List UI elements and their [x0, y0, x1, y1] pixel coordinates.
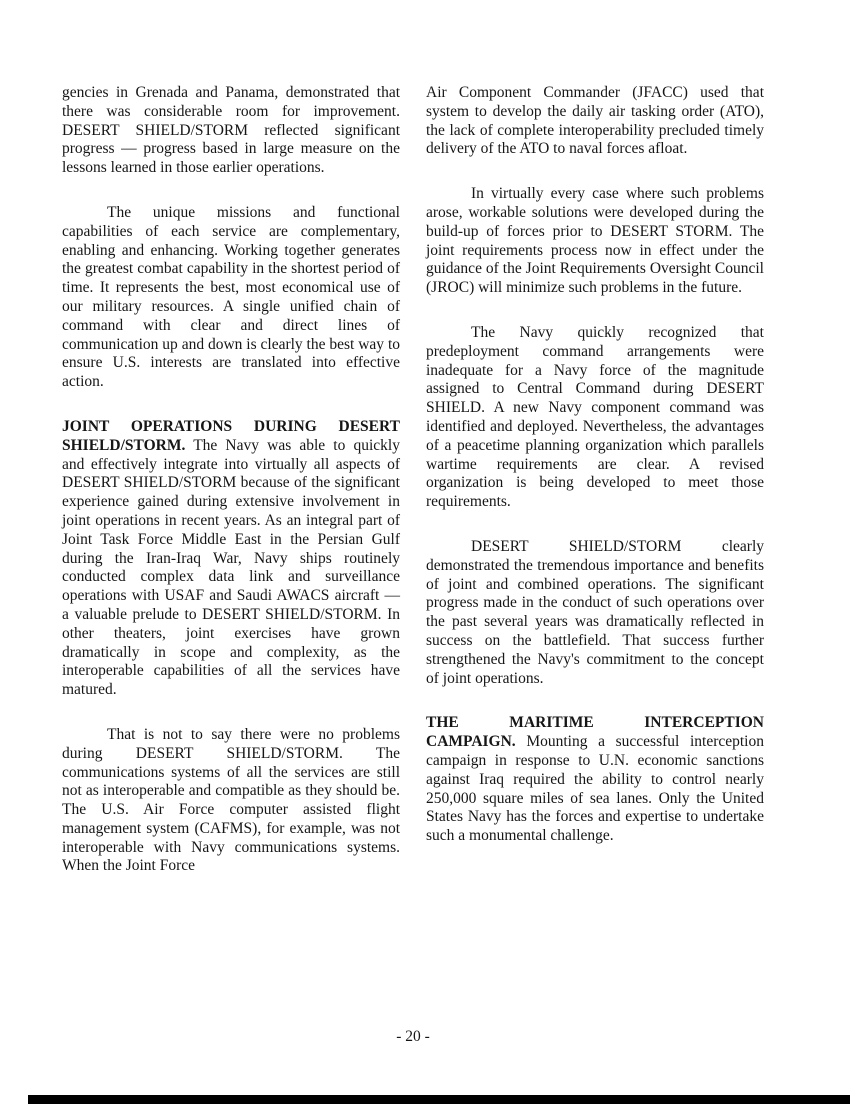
paragraph-continuation — [62, 84, 400, 178]
paragraph-text: The Navy was able to quickly and effectively integrate into virtually all aspects of DESERT SHIELD/STORM because of the significant experience gained during extensive involvement in joint operations in recent years. As an integral part of Joint Task Force Middle East in the Persian Gulf during the Iran-Iraq War, Navy ships routinely conducted complex data link and surveillance operations with USAF and Saudi AWACS aircraft — a valuable prelude to DESERT SHIELD/STORM. In other theaters, joint exercises have grown dramatically in scope and complexity, as the interoperable capabilities of all the services have matured. — [62, 436, 400, 699]
section-heading-joint-operations: JOINT OPERATIONS DURING DESERT SHIELD/STORM. — [62, 417, 400, 454]
paragraph — [426, 538, 764, 688]
bottom-rule — [28, 1095, 850, 1104]
paragraph-text: The unique missions and functional capabilities of each service are complementary, enabling and enhancing. Working together generates the greatest combat capability in the shortest period of time. It represents the best, most economical use of our military resources. A single unified chain of command with clear and direct lines of communication up and down is clearly the best way to ensure U.S. interests are translated into effective action. — [62, 203, 400, 391]
paragraph-text: The Navy quickly recognized that predeployment command arrangements were inadequate for a Navy force of the magnitude assigned to Central Command during DESERT SHIELD. A new Navy component command was identified and deployed. Nevertheless, the advantages of a peacetime planning organization which parallels wartime requirements are clear. A revised organization is being developed to meet those requirements. — [426, 323, 764, 511]
paragraph — [62, 204, 400, 392]
paragraph-text: gencies in Grenada and Panama, demonstrated that there was considerable room for improvement. DESERT SHIELD/STORM reflected significant progress — progress based in large measure on the lessons learned in those earlier operations. — [62, 84, 400, 177]
paragraph-with-heading — [426, 714, 764, 846]
section-heading-maritime-interception: THE MARITIME INTERCEPTION CAMPAIGN. — [426, 714, 764, 751]
paragraph-continuation — [426, 84, 764, 159]
paragraph — [426, 324, 764, 512]
paragraph — [62, 726, 400, 876]
page-number: - 20 - — [396, 1028, 430, 1045]
paragraph-text: That is not to say there were no problems during DESERT SHIELD/STORM. The communications systems of all the services are still not as interoperable and compatible as they should be. The U.S. Air Force computer assisted flight management system (CAFMS), for example, was not interoperable with Navy communications systems. When the Joint Force — [62, 725, 400, 875]
paragraph-text: In virtually every case where such problems arose, workable solutions were developed during the build-up of forces prior to DESERT STORM. The joint requirements process now in effect under the guidance of the Joint Requirements Oversight Council (JROC) will minimize such problems in the future. — [426, 185, 764, 297]
two-column-text-block — [62, 84, 764, 902]
paragraph-with-heading — [62, 418, 400, 700]
paragraph-text: Mounting a successful interception campaign in response to U.N. economic sanctions against Iraq required the ability to control nearly 250,000 square miles of sea lanes. Only the United States Navy has the forces and expertise to undertake such a monumental challenge. — [426, 733, 764, 845]
paragraph-text: Air Component Commander (JFACC) used that system to develop the daily air tasking order (ATO), the lack of complete interoperability precluded timely delivery of the ATO to naval forces afloat. — [426, 84, 764, 158]
paragraph — [426, 185, 764, 298]
paragraph-text: DESERT SHIELD/STORM clearly demonstrated the tremendous importance and benefits of joint and combined operations. The significant progress made in the conduct of such operations over the past several years was dramatically reflected in success on the battlefield. That success further strengthened the Navy's commitment to the concept of joint operations. — [426, 537, 764, 687]
right-column — [426, 84, 764, 902]
left-column — [62, 84, 400, 902]
